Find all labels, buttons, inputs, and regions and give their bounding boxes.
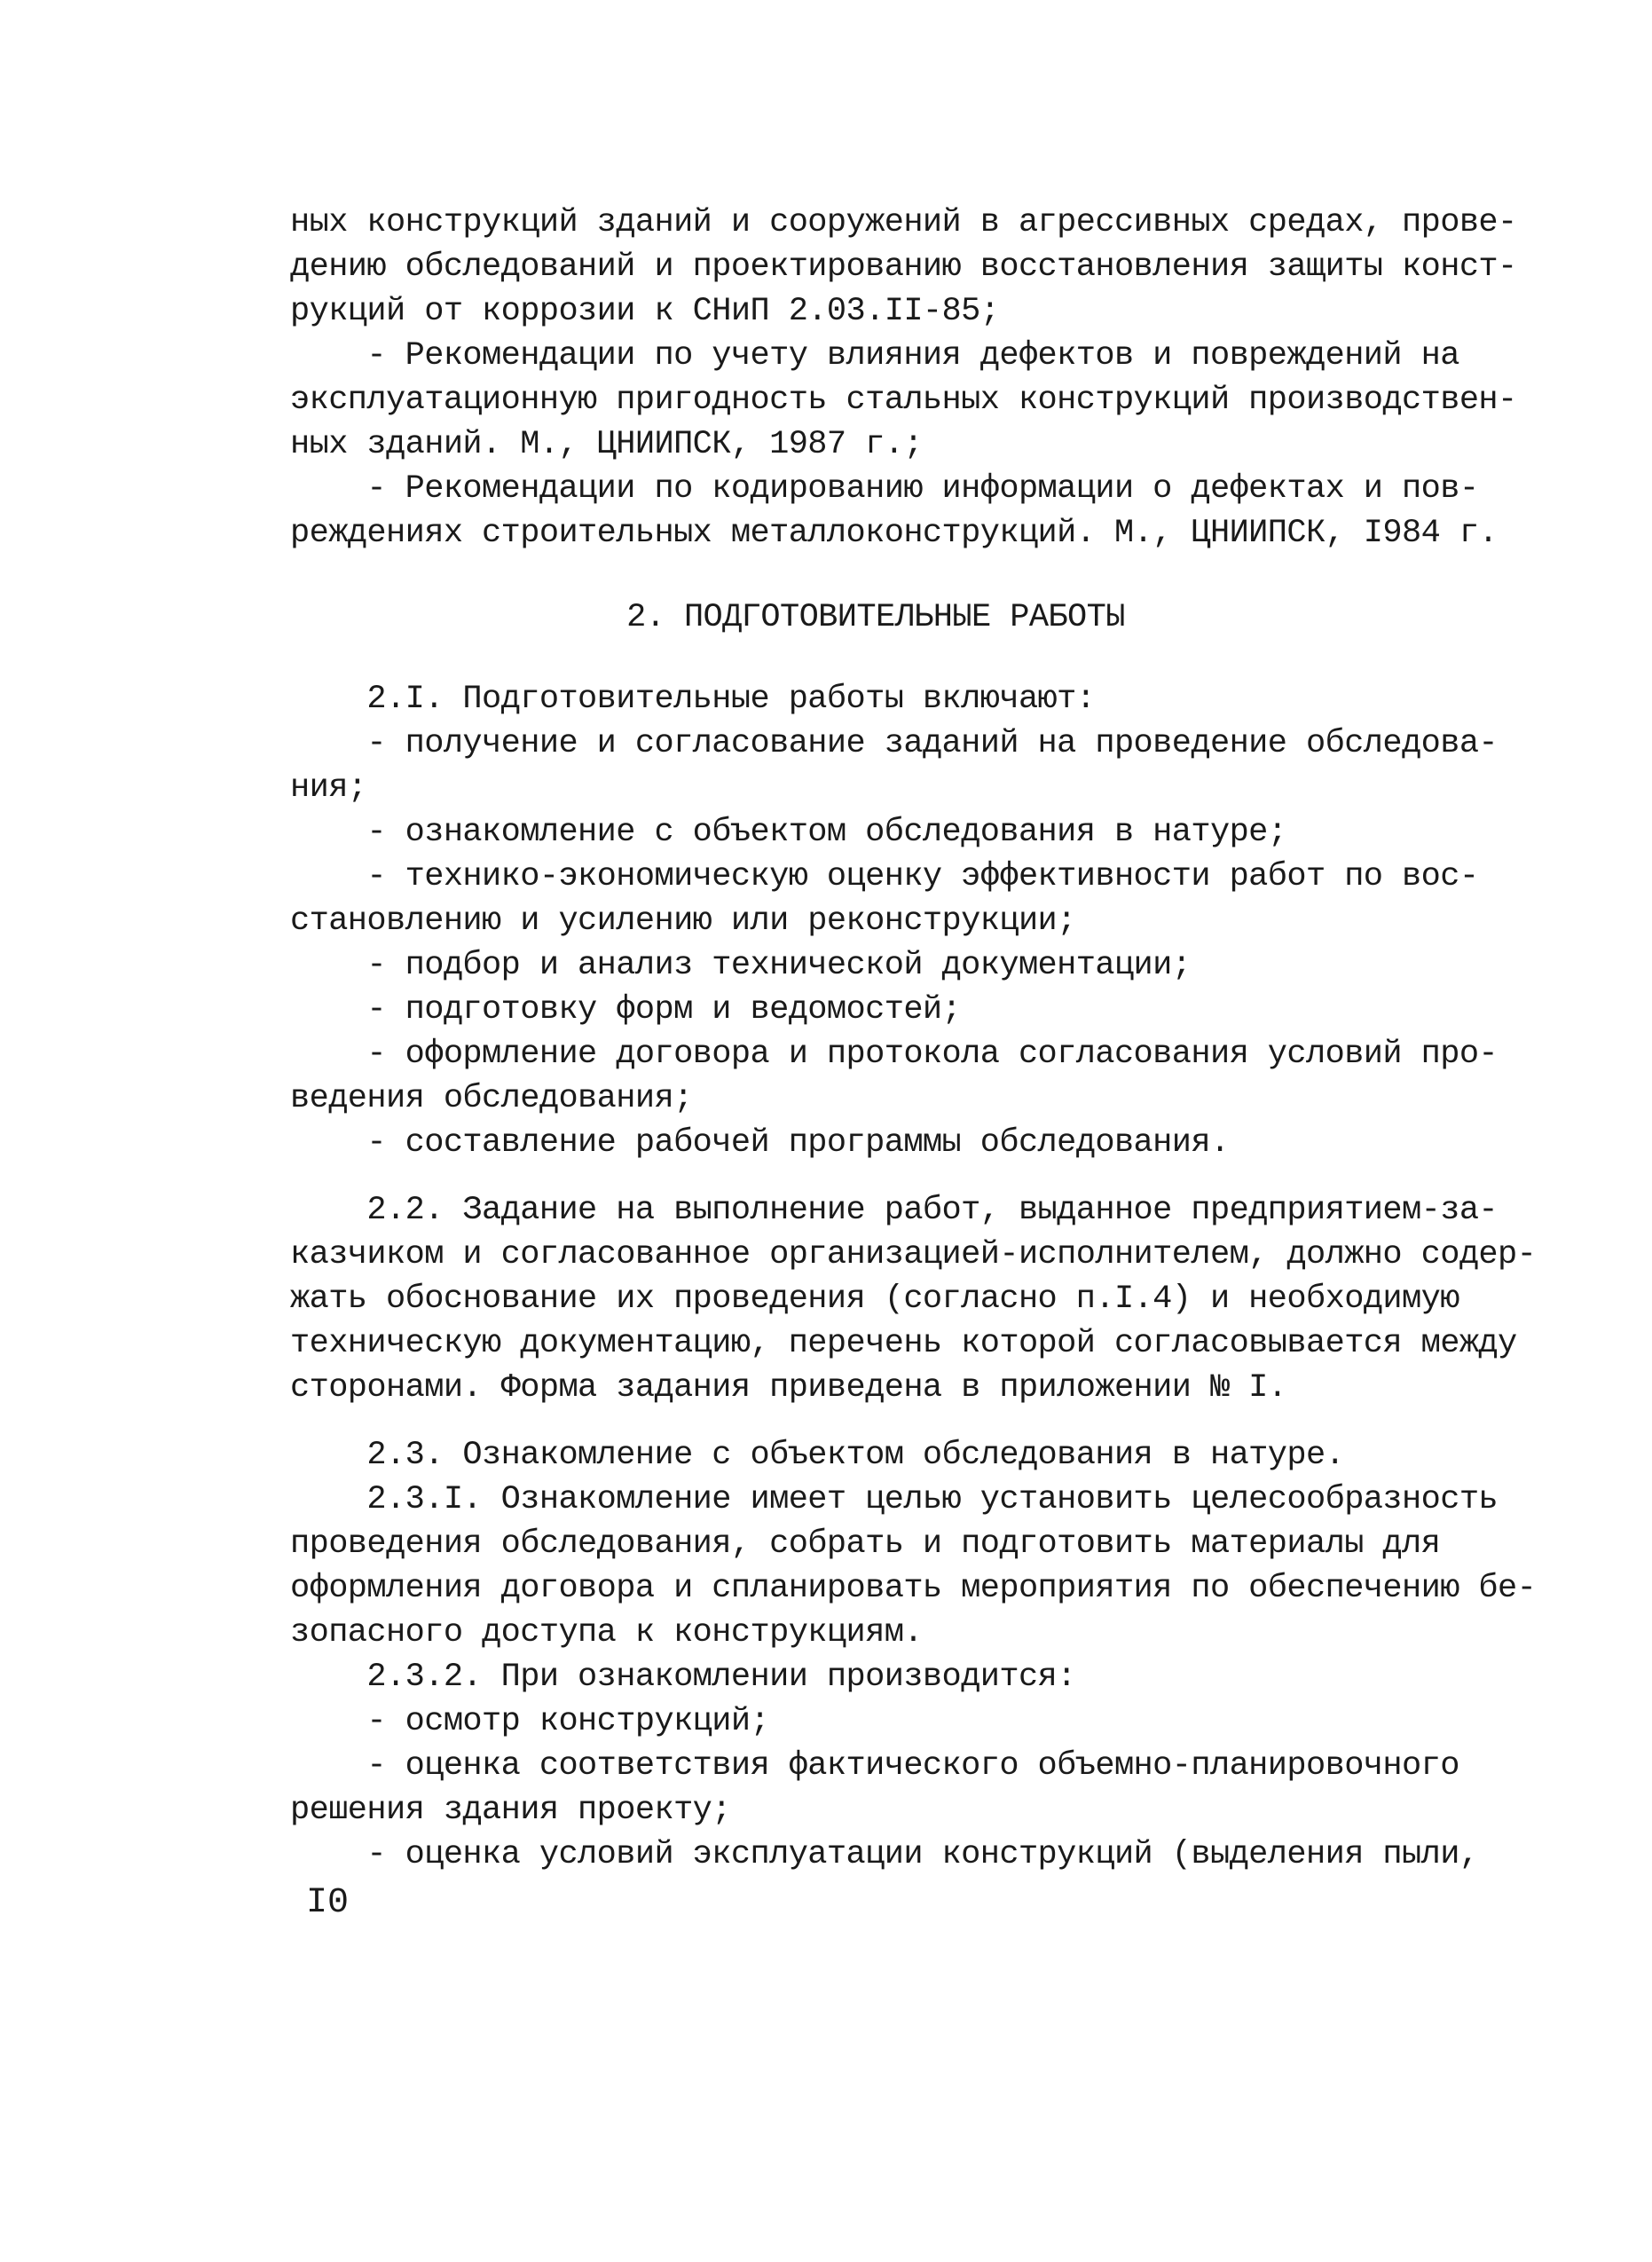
text-line: ных конструкций зданий и сооружений в агрессивных средах, прове- (290, 204, 1517, 241)
body-text (290, 201, 1537, 1877)
section-2-3 (290, 1433, 1537, 1877)
text-line: - подготовку форм и ведомостей; (290, 991, 962, 1029)
text-line: ных зданий. М., ЦНИИПСК, 1987 г.; (290, 426, 923, 463)
text-line: становлению и усилению или реконструкции; (290, 902, 1076, 940)
text-line: эксплуатационную пригодность стальных конструкций производствен- (290, 382, 1517, 419)
text-line: - оформление договора и протокола согласования условий про- (290, 1036, 1499, 1073)
section-2-1 (290, 677, 1499, 1165)
text-line: 2.3.2. При ознакомлении производится: (290, 1659, 1076, 1696)
text-line: рукций от коррозии к СНиП 2.03.II-85; (290, 293, 1000, 330)
text-line: - осмотр конструкций; (290, 1703, 770, 1740)
paragraph-gap (290, 1410, 1461, 1433)
text-line: дению обследований и проектированию восстановления защиты конст- (290, 248, 1517, 286)
text-line: решения здания проекту; (290, 1792, 731, 1829)
text-line: ния; (290, 769, 367, 807)
text-line: - подбор и анализ технической документации; (290, 947, 1192, 984)
text-line: жать обоснование их проведения (согласно п.I.4) и необходимую (290, 1281, 1459, 1318)
text-line: оформления договора и спланировать мероприятия по обеспечению бе- (290, 1570, 1537, 1607)
text-line: - получение и согласование заданий на проведение обследова- (290, 725, 1499, 762)
text-line: казчиком и согласованное организацией-исполнителем, должно содер- (290, 1236, 1537, 1273)
text-line: 2.2. Задание на выполнение работ, выданное предприятием-за- (290, 1192, 1499, 1229)
text-line: сторонами. Форма задания приведена в приложении № I. (290, 1369, 1287, 1407)
text-line: реждениях строительных металлоконструкций. М., ЦНИИПСК, I984 г. (290, 515, 1499, 552)
text-line: - составление рабочей программы обследования. (290, 1124, 1230, 1162)
text-line: ведения обследования; (290, 1080, 693, 1117)
intro-references (290, 201, 1517, 556)
text-line: техническую документацию, перечень которой согласовывается между (290, 1325, 1517, 1362)
text-line: - оценка условий эксплуатации конструкций (выделения пыли, (290, 1836, 1479, 1873)
page-number: I0 (306, 1883, 350, 1923)
section-heading: 2. ПОДГОТОВИТЕЛЬНЫЕ РАБОТЫ (626, 599, 1125, 636)
text-line: 2.I. Подготовительные работы включают: (290, 681, 1096, 718)
text-line: зопасного доступа к конструкциям. (290, 1614, 923, 1651)
section-2-2 (290, 1188, 1537, 1410)
text-line: 2.3. Ознакомление с объектом обследования в натуре. (290, 1437, 1345, 1474)
text-line: - Рекомендации по учету влияния дефектов и повреждений на (290, 337, 1459, 374)
text-line: - ознакомление с объектом обследования в натуре; (290, 814, 1287, 851)
text-line: - технико-экономическую оценку эффективности работ по вос- (290, 858, 1479, 895)
text-line: 2.3.I. Ознакомление имеет целью установить целесообразность (290, 1481, 1499, 1518)
text-line: проведения обследования, собрать и подготовить материалы для (290, 1525, 1441, 1563)
text-line: - оценка соответствия фактического объемно-планировочного (290, 1747, 1459, 1785)
paragraph-gap (290, 1165, 1461, 1188)
text-line: - Рекомендации по кодированию информации о дефектах и пов- (290, 470, 1479, 508)
